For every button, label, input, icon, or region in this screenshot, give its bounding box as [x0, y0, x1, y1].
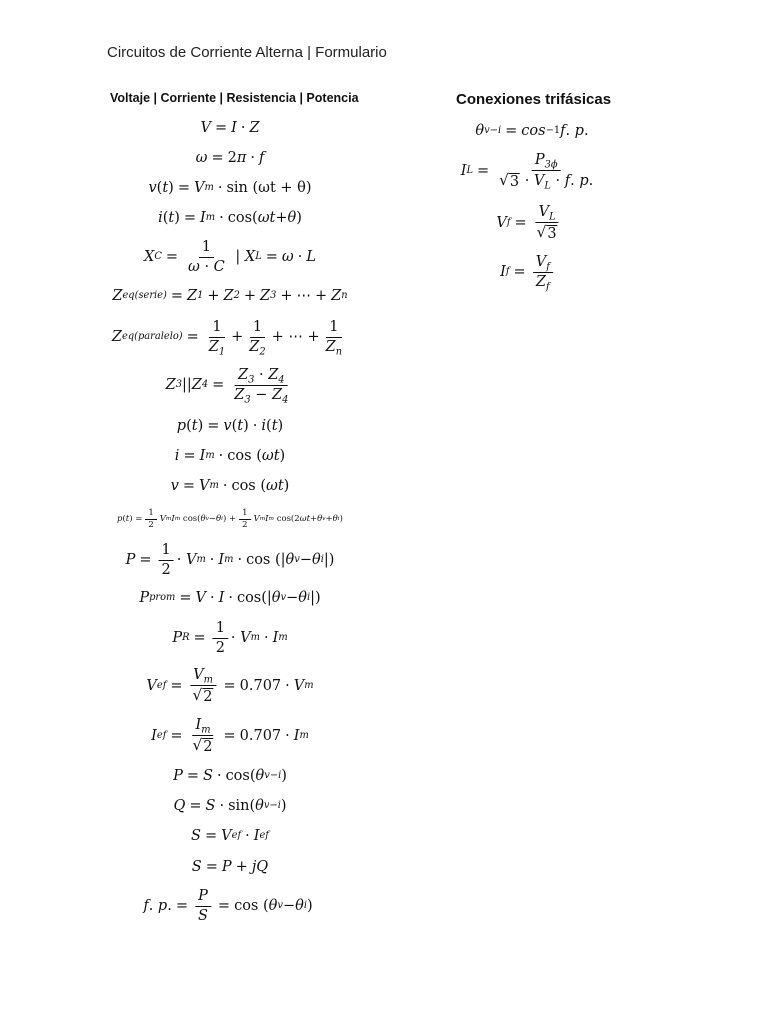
formula-rms-voltage: V ef = $V_m$ √ 2 = 0.707 · V m	[146, 667, 314, 705]
formula-phase-current: I f = $\frac{V_f}{Z_f}$	[500, 255, 556, 289]
formula-average-power-prom: P prom = V · I · cos (| θ v − θ i |)	[139, 589, 321, 606]
formula-series-impedance: Z eq(serie) = Z 1 + Z 2 + Z 3 + ⋯ + Z n	[112, 287, 348, 304]
formula-rms-current: I ef = $I_m$ √ 2 = 0.707 · I m	[151, 717, 309, 755]
section-heading-three-phase: Conexiones trifásicas	[456, 91, 612, 108]
page-title: Circuitos de Corriente Alterna | Formulario	[107, 44, 387, 61]
formula-phase-voltage: V f = $V_L$ √ 3	[496, 205, 563, 241]
formula-average-power-half: P = $\frac{1}{2}$ · V m · I m · cos (| θ v − θ i |)	[125, 542, 335, 578]
formula-angular-frequency: ω = 2 π · f	[195, 149, 265, 166]
formula-apparent-power: S = V ef · I ef	[191, 827, 269, 844]
formula-complex-power: S = P + jQ	[191, 858, 269, 875]
formula-reactive-power: Q = S · sin ( θ v−i )	[173, 797, 287, 814]
section-heading-basic: Voltaje | Corriente | Resistencia | Potencia	[110, 91, 359, 105]
formula-instant-power: p ( t ) = v ( t ) · i ( t )	[176, 417, 284, 434]
formula-two-parallel: Z 3 || Z 4 = $\frac{Z_3 \cdot Z_4}{Z_3 - Z_4}$	[165, 367, 289, 405]
formula-voltage-cos: v = V m · cos ( ωt )	[170, 477, 290, 494]
formula-reactances: X C = $\frac{1}{\omega \cdot C}$ | X L = ω · L	[143, 239, 317, 275]
formula-active-power: P = S · cos ( θ v−i )	[173, 767, 287, 784]
formula-power-factor: f . p . = $\frac{P}{S}$ = cos ( θ v − θ i )	[143, 888, 313, 924]
formula-phase-angle: θ v−i = cos −1 f . p .	[475, 122, 589, 139]
formula-voltage-time: v ( t ) = V m · sin (ωt + θ)	[148, 179, 312, 196]
formula-current-cos: i = I m · cos ( ωt )	[174, 447, 286, 464]
formula-current-time: i ( t ) = I m · cos ( ωt + θ )	[158, 209, 302, 226]
formula-ohm-law: V = I · Z	[200, 119, 260, 136]
formula-line-current: I L = $P_{3\phi}$ √ 3 · $V_L \cdot f$. p.	[460, 152, 594, 191]
formula-resistive-power: P R = $\frac{1}{2}$ · V m · I m	[172, 620, 288, 656]
formula-power-expansion: p ( t ) = $\frac{1}{2}$ V m I m cos( θ v − θ i ) + $\frac{1}{2}$ V m I m cos(2 ωt + θ v + θ i )	[117, 508, 343, 530]
formula-parallel-impedance: Z eq(paralelo) = $\frac{1}{Z_1}$ + $\frac{1}{Z_2}$ + ⋯ + $\frac{1}{Z_n}$	[111, 319, 343, 357]
